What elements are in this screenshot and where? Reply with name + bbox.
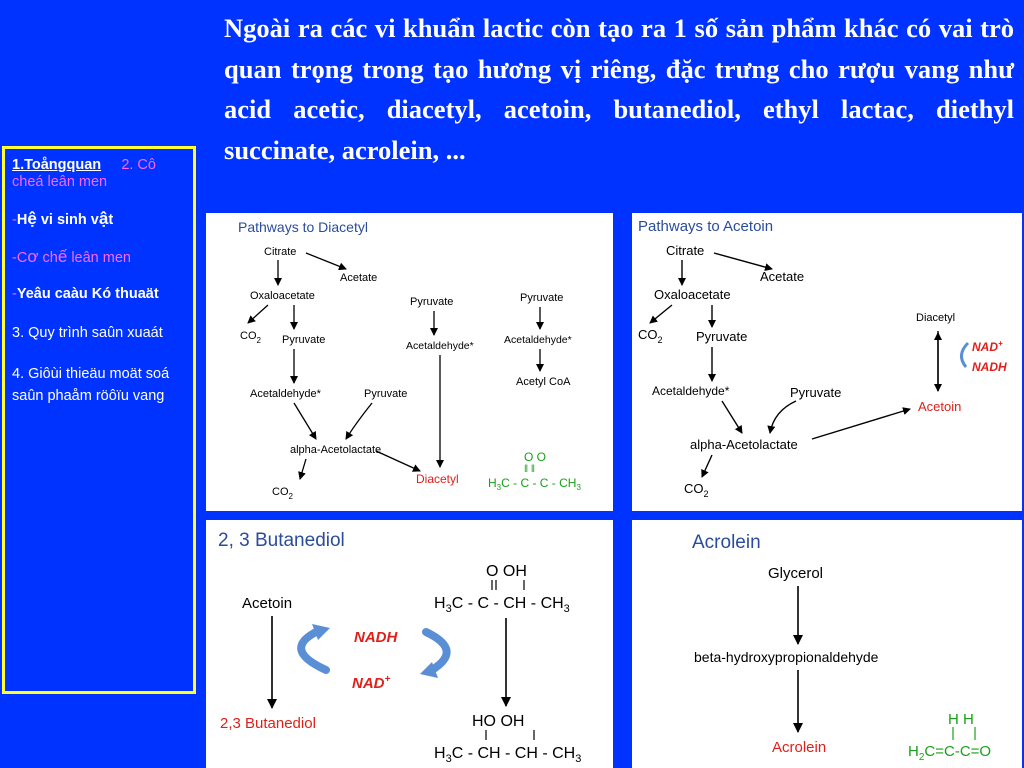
label-nad: NAD+ (972, 339, 1003, 354)
node-acetaldehyde: Acetaldehyde* (250, 388, 321, 400)
node-acetaldehyde-right: Acetaldehyde* (504, 334, 572, 346)
svg-text:H3C - CH - CH - CH3: $H_3C$ - CH - CH - $CH_3$ (434, 745, 582, 765)
svg-text:‖ ‖: ‖ ‖ (524, 464, 536, 475)
outline-sub-requirements[interactable]: -Yeâu caàu Kó thuaät (12, 286, 159, 302)
node-diacetyl: Diacetyl (416, 472, 459, 486)
node-acetate-2: Acetate (760, 269, 805, 284)
formula-acetoin (434, 563, 570, 615)
node-pyruvate-2b: Pyruvate (790, 385, 842, 400)
node-acetate: Acetate (340, 272, 378, 284)
outline-item-process[interactable]: 3. Quy trình saûn xuaát (12, 325, 163, 341)
node-co2-b: $CO_2$ (272, 486, 293, 501)
node-pyruvate-right: Pyruvate (520, 292, 564, 304)
formula-acrolein (908, 711, 991, 763)
node-pyruvate-2: Pyruvate (364, 388, 408, 400)
curved-arrow-left-icon (301, 632, 326, 670)
panel-butanediol (206, 520, 613, 768)
panel-acrolein (632, 520, 1022, 768)
node-citrate-2: Citrate (666, 243, 705, 258)
sidebar-outline (2, 146, 196, 694)
node-citrate: Citrate (264, 246, 297, 258)
svg-text:H H: H H (948, 711, 974, 728)
label-nad-3: NAD+ (352, 674, 391, 692)
label-nadh-3: NADH (354, 629, 398, 646)
node-acetaldehyde-2: Acetaldehyde* (652, 384, 730, 398)
outline-item-1-2[interactable] (12, 157, 186, 191)
node-co2-a: $CO_2$ (240, 330, 261, 345)
label-nadh: NADH (972, 360, 1007, 374)
diagram-acetoin (632, 213, 1022, 511)
node-diacetyl-2: Diacetyl (916, 312, 956, 324)
node-pyruvate-mid: Pyruvate (410, 296, 454, 308)
node-acrolein: Acrolein (772, 739, 827, 756)
outline-item-products[interactable]: 4. Giôùi thieäu moät soá saûn phaåm röôïu vang (12, 366, 170, 404)
butanediol-title: 2, 3 Butanediol (218, 530, 345, 551)
panel-diacetyl (206, 213, 613, 511)
outline-item-mechanism[interactable]: 2. Cô cheá leân men (12, 157, 156, 190)
node-oxaloacetate-2: Oxaloacetate (654, 287, 731, 302)
diagram-butanediol (206, 520, 613, 768)
svg-text:H2C=C-C=O: $H_2C=C-C=O$ (908, 743, 992, 763)
diacetyl-title: Pathways to Diacetyl (238, 219, 368, 235)
node-pyruvate: Pyruvate (282, 334, 326, 346)
node-oxaloacetate: Oxaloacetate (250, 290, 315, 302)
node-co2-2a: $CO_2$ (638, 327, 663, 345)
node-acetyl-coa: Acetyl CoA (516, 376, 571, 388)
node-glycerol: Glycerol (768, 565, 824, 582)
diagram-diacetyl (206, 213, 613, 511)
node-co2-2b: $CO_2$ (684, 481, 709, 499)
redox-arrow-icon (961, 343, 968, 367)
svg-text:HO OH: HO OH (472, 713, 525, 730)
svg-text:H3C - C - C - CH3: $H_3C$ - C - C - $CH_3$ (488, 476, 581, 492)
outline-item-overview[interactable]: 1.Toångquan (12, 157, 102, 173)
node-acetoin: Acetoin (918, 399, 962, 414)
node-acetaldehyde-mid: Acetaldehyde* (406, 340, 474, 352)
node-pyruvate-2a: Pyruvate (696, 329, 748, 344)
node-alpha-acetolactate-2: alpha-Acetolactate (690, 437, 798, 452)
node-butanediol: 2,3 Butanediol (220, 715, 316, 732)
outline-sub-mechanism[interactable]: -Cơ chế leân men (12, 247, 131, 266)
svg-text:O O: O O (524, 450, 547, 464)
curved-arrow-right-icon (426, 632, 447, 670)
bonds-acrolein (953, 727, 975, 740)
svg-text:H3C - C - CH - CH3: $H_3C$ - C - CH - $CH_3$ (434, 595, 570, 615)
outline-sub-microbe[interactable]: -Hệ vi sinh vật (12, 209, 114, 228)
formula-diacetyl (488, 450, 581, 492)
formula-butanediol (434, 713, 581, 765)
acrolein-title: Acrolein (692, 532, 761, 553)
diagram-acrolein (632, 520, 1022, 768)
slide-title: Ngoài ra các vi khuẩn lactic còn tạo ra 1 số sản phẩm khác có vai trò quan trọng trong tạo hương vị riêng, đặc trưng cho rượu vang như acid acetic, diacetyl, acetoin, butanediol, ethyl lactac, diethyl succinate, acrolein, ... (224, 13, 1014, 165)
panel-acetoin (632, 213, 1022, 511)
node-alpha-acetolactate: alpha-Acetolactate (290, 444, 382, 456)
node-beta-hydroxypropionaldehyde: beta-hydroxypropionaldehyde (694, 649, 879, 665)
node-acetoin-3: Acetoin (242, 595, 293, 612)
acetoin-title: Pathways to Acetoin (638, 218, 774, 235)
svg-text:O OH: O OH (486, 563, 527, 580)
